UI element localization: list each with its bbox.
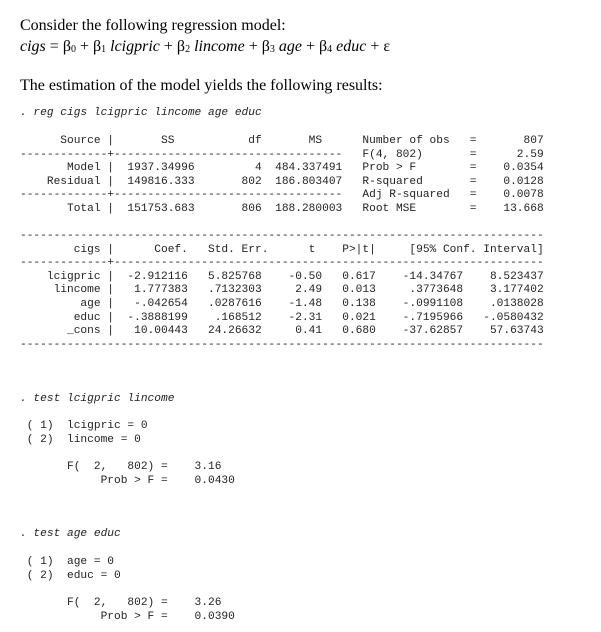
anova-residual-row: Residual | 149816.333 802 186.803407 R-squared = 0.0128 — [20, 175, 544, 188]
coef-table — [20, 230, 544, 352]
test2-constraint-1: ( 1) age = 0 — [20, 556, 114, 568]
coef-row: age | -.042654 .0287616 -1.48 0.138 -.0991108 .0138028 — [20, 297, 544, 310]
coef-row: educ | -.3888199 .168512 -2.31 0.021 -.7195966 -.0580432 — [20, 311, 544, 324]
anova-header: Source | SS df MS Number of obs = 807 — [20, 135, 544, 147]
plus-beta-3: + β — [244, 38, 270, 55]
coef-row: lcigpric | -2.912116 5.825768 -0.50 0.617 -14.34767 8.523437 — [20, 270, 544, 283]
anova-model-row: Model | 1937.34996 4 484.337491 Prob > F = 0.0354 — [20, 162, 544, 175]
coef-separator: -------------+---------------------------------------------------------------- — [20, 257, 544, 270]
beta-0-subscript: 0 — [70, 44, 76, 55]
coef-row: _cons | 10.00443 24.26632 0.41 0.680 -37.62857 57.63743 — [20, 325, 544, 338]
anova-separator: -------------+---------------------------------- F(4, 802) = 2.59 — [20, 148, 544, 161]
test1-command: . test lcigpric lincome — [20, 393, 175, 405]
model-equation — [20, 38, 390, 56]
plus-beta-2: + β — [159, 38, 186, 55]
test2-f-stat: F( 2, 802) = 3.26 — [20, 597, 222, 609]
coef-separator: ------------------------------------------------------------------------------ — [20, 338, 544, 351]
anova-total-row: Total | 151753.683 806 188.280003 Root MSE = 13.668 — [20, 202, 544, 215]
anova-separator: -------------+---------------------------------- Adj R-squared = 0.0078 — [20, 189, 544, 202]
plus-beta-1: + β — [75, 38, 102, 55]
test2-constraint-2: ( 2) educ = 0 — [20, 569, 121, 582]
beta-3-subscript: 3 — [269, 44, 275, 55]
equals-sign: = — [45, 38, 63, 55]
intro-text: Consider the following regression model: — [20, 17, 286, 34]
reg-command: . reg cigs lcigpric lincome age educ — [20, 107, 262, 119]
test2-p-value: Prob > F = 0.0390 — [20, 610, 235, 623]
test2-result — [20, 597, 235, 624]
coef-header: cigs | Coef. Std. Err. t P>|t| [95% Conf. Interval] — [20, 243, 544, 256]
term-age: age — [274, 38, 302, 55]
term-educ: educ — [332, 38, 367, 55]
test1-p-value: Prob > F = 0.0430 — [20, 474, 235, 487]
term-lincome: lincome — [190, 38, 245, 55]
dep-var: cigs — [20, 38, 46, 55]
beta-0: β — [62, 38, 71, 55]
test1-constraint-1: ( 1) lcigpric = 0 — [20, 420, 148, 432]
test1-constraint-2: ( 2) lincome = 0 — [20, 433, 141, 446]
test2-constraints — [20, 556, 121, 583]
plus-beta-4: + β — [302, 38, 328, 55]
coef-separator: ------------------------------------------------------------------------------ — [20, 230, 544, 242]
beta-1-subscript: 1 — [101, 44, 107, 55]
test1-f-stat: F( 2, 802) = 3.16 — [20, 461, 222, 473]
test2-command: . test age educ — [20, 528, 121, 540]
coef-row: lincome | 1.777383 .7132303 2.49 0.013 .3773648 3.177402 — [20, 284, 544, 297]
error-term: + ε — [366, 38, 391, 55]
term-lcigpric: lcigpric — [106, 38, 160, 55]
beta-2-subscript: 2 — [185, 44, 191, 55]
test1-constraints — [20, 420, 148, 447]
results-intro: The estimation of the model yields the following results: — [20, 77, 383, 94]
test1-result — [20, 461, 235, 488]
anova-table — [20, 135, 544, 217]
beta-4-subscript: 4 — [327, 44, 333, 55]
